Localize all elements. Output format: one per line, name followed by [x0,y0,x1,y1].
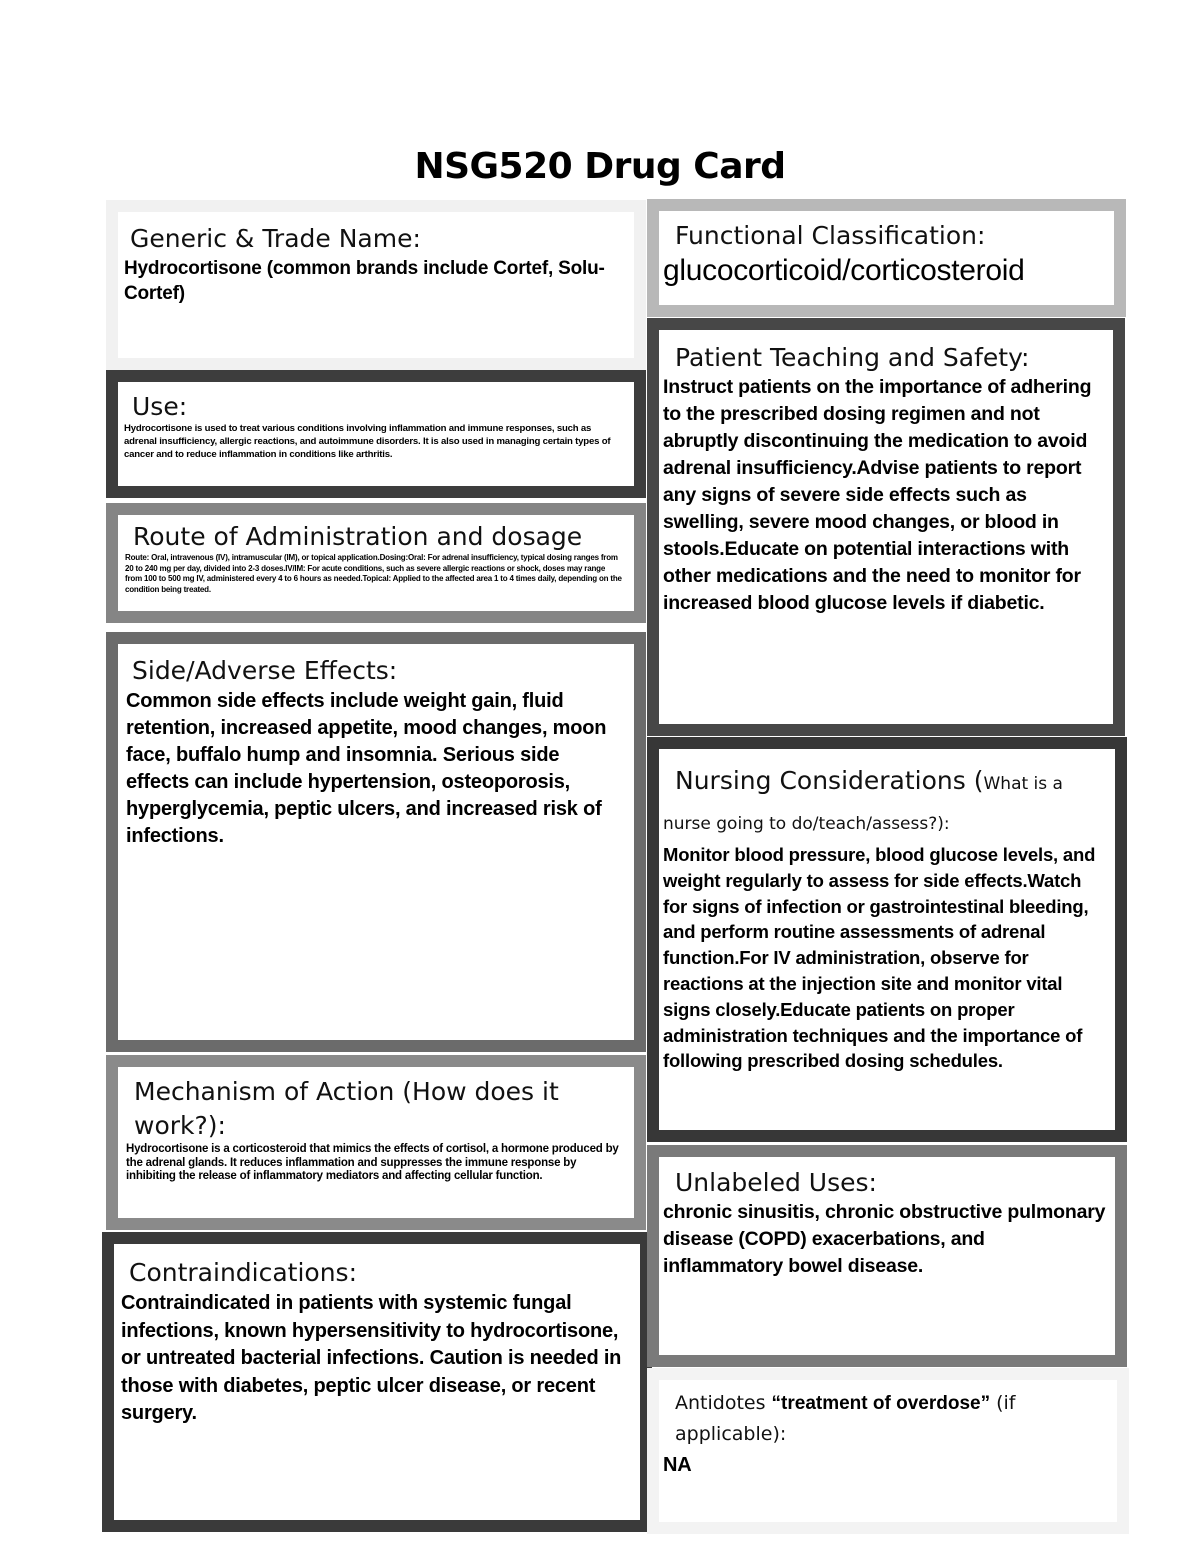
mechanism-text: Hydrocortisone is a corticosteroid that mimics the effects of cortisol, a hormone produced by the adrenal glands. It reduces inflammation and suppresses the immune response by inhibiting the release of inflammatory mediators and affecting cellular function. [126,1143,619,1182]
antidotes-section [647,1368,1129,1534]
nursing-considerations-subheader: What is a nurse going to do/teach/assess?): [663,774,1063,834]
generic-trade-name-text: Hydrocortisone (common brands include Cortef, Solu-Cortef) [124,258,605,304]
patient-teaching-header: Patient Teaching and Safety: [675,343,1030,372]
nursing-considerations-text: Monitor blood pressure, blood glucose levels, and weight regularly to assess for side effects.Watch for signs of infection or gastrointestinal bleeding, and perform routine assessments of adrenal function.For IV administration, observe for reactions at the injection site and monitor vital signs closely.Educate patients on proper administration techniques and the importance of following prescribed dosing schedules. [663,844,1096,1072]
unlabeled-uses-text: chronic sinusitis, chronic obstructive pulmonary disease (COPD) exacerbations, and inflammatory bowel disease. [663,1201,1106,1277]
functional-classification-text: glucocorticoid/corticosteroid [663,254,1025,287]
contraindications-section [102,1232,652,1532]
nursing-considerations-section [647,737,1127,1142]
side-effects-header: Side/Adverse Effects: [132,656,398,685]
use-header: Use: [132,392,188,421]
antidotes-text: NA [663,1454,692,1476]
functional-classification-section [647,199,1126,317]
mechanism-header: Mechanism of Action (How does it work?): [134,1077,559,1140]
use-section [106,370,646,498]
antidotes-header-label: Antidotes [675,1392,772,1414]
page-title: NSG520 Drug Card [414,146,786,187]
unlabeled-uses-header: Unlabeled Uses: [675,1168,877,1197]
contraindications-header: Contraindications: [129,1258,358,1287]
use-text: Hydrocortisone is used to treat various conditions involving inflammation and immune responses, such as adrenal insufficiency, allergic reactions, and autoimmune disorders. It is also used in managing certain types of cancer and to reduce inflammation in conditions like arthritis. [124,423,611,460]
route-dosage-header: Route of Administration and dosage [133,522,583,551]
mechanism-section [106,1055,646,1230]
route-dosage-text: Route: Oral, intravenous (IV), intramuscular (IM), or topical application.Dosing:Oral: For adrenal insufficiency, typical dosing ranges from 20 to 240 mg per day, divided into 2-3 doses.IV/IM: For acute conditions, such as severe allergic reactions or shock, doses may range from 100 to 500 mg IV, administered every 4 to 6 hours as needed.Topical: Applied to the affected area 1 to 4 times daily, depending on the condition being treated. [125,553,622,594]
antidotes-header [675,1388,1095,1450]
generic-trade-name-section [106,200,646,370]
generic-trade-name-header: Generic & Trade Name: [130,224,421,253]
contraindications-text: Contraindicated in patients with systemic fungal infections, known hypersensitivity to hydrocortisone, or untreated bacterial infections. Caution is needed in those with diabetes, peptic ulcer disease, or recent surgery. [121,1292,622,1424]
patient-teaching-section [647,318,1125,736]
antidotes-header-note: (if applicable): [675,1392,1016,1445]
functional-classification-header: Functional Classification: [675,221,986,250]
side-effects-section [106,632,646,1052]
route-dosage-section [106,503,646,623]
side-effects-text: Common side effects include weight gain, fluid retention, increased appetite, mood changes, moon face, buffalo hump and insomnia. Serious side effects can include hypertension, osteoporosis, hyperglycemia, peptic ulcers, and increased risk of infections. [126,690,607,847]
nursing-considerations-header: Nursing Considerations ( [675,766,984,795]
unlabeled-uses-section [647,1145,1127,1367]
antidotes-header-emphasis: “treatment of overdose” [771,1393,991,1414]
patient-teaching-text: Instruct patients on the importance of adhering to the prescribed dosing regimen and not abruptly discontinuing the medication to avoid adrenal insufficiency.Advise patients to report any signs of severe side effects such as swelling, severe mood changes, or blood in stools.Educate on potential interactions with other medications and the need to monitor for increased blood glucose levels if diabetic. [663,376,1092,614]
